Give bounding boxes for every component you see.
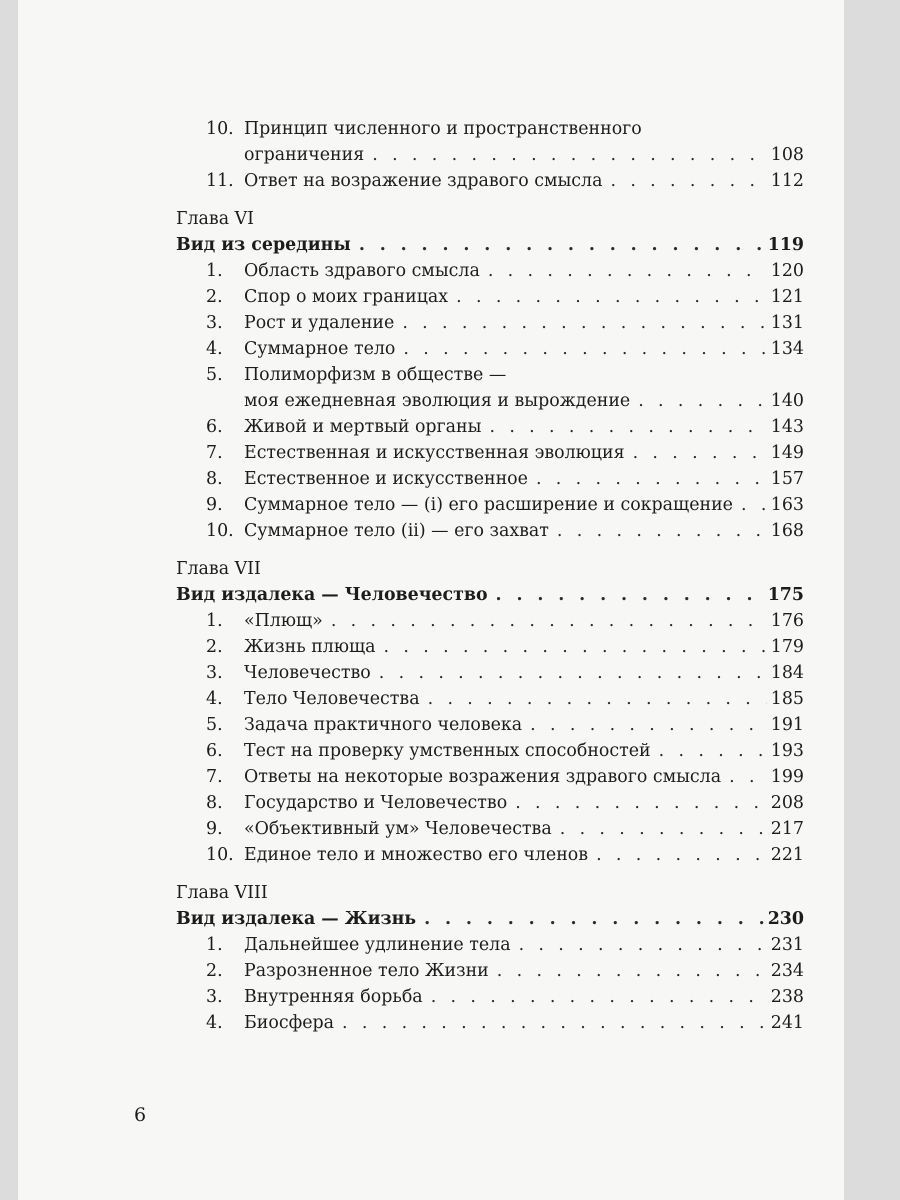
- leader-dots: [403, 336, 766, 362]
- toc-entry: [176, 958, 804, 984]
- chapter-heading: [176, 232, 804, 258]
- entry-page: 191: [770, 715, 804, 735]
- entry-number: 3.: [206, 663, 223, 683]
- entry-number: 1.: [206, 261, 223, 281]
- toc-entry: [176, 712, 804, 738]
- entry-number: 4.: [206, 689, 223, 709]
- entry-title: Дальнейшее удлинение тела: [244, 935, 511, 955]
- entry-title: ограничения: [244, 145, 365, 165]
- leader-dots: [402, 310, 766, 336]
- chapter-heading: [176, 906, 804, 932]
- leader-dots: [515, 790, 767, 816]
- entry-page: 241: [770, 1013, 804, 1033]
- leader-dots: [530, 712, 767, 738]
- entry-number: 10.: [206, 521, 234, 541]
- entry-title: Задача практичного человека: [244, 715, 523, 735]
- toc-entry: [176, 518, 804, 544]
- entry-title: Человечество: [244, 663, 371, 683]
- toc-entry: [176, 932, 804, 958]
- entry-page: 120: [770, 261, 804, 281]
- leader-dots: [659, 738, 767, 764]
- leader-dots: [638, 388, 767, 414]
- leader-dots: [497, 958, 767, 984]
- entry-page: 157: [770, 469, 804, 489]
- entry-title: «Объективный ум» Человечества: [244, 819, 552, 839]
- entry-page: 143: [770, 417, 804, 437]
- entry-number: 5.: [206, 715, 223, 735]
- entry-number: 6.: [206, 741, 223, 761]
- entry-title: Государство и Человечество: [244, 793, 508, 813]
- entry-page: 238: [770, 987, 804, 1007]
- leader-dots: [496, 582, 764, 608]
- entry-number: 6.: [206, 417, 223, 437]
- chapter-label: Глава VI: [176, 209, 255, 229]
- entry-page: 176: [770, 611, 804, 631]
- entry-title: Суммарное тело (ii) — его захват: [244, 521, 549, 541]
- toc-entry: [176, 790, 804, 816]
- leader-dots: [489, 414, 766, 440]
- entry-page: 184: [770, 663, 804, 683]
- leader-dots: [488, 258, 767, 284]
- leader-dots: [560, 816, 767, 842]
- leader-dots: [610, 168, 766, 194]
- entry-title: Принцип численного и пространственного: [244, 119, 642, 139]
- entry-number: 3.: [206, 987, 223, 1007]
- toc-entry: [176, 466, 804, 492]
- entry-number: 10.: [206, 119, 234, 139]
- entry-page: 193: [770, 741, 804, 761]
- entry-title: «Плющ»: [244, 611, 323, 631]
- entry-title: Ответы на некоторые возражения здравого смысла: [244, 767, 722, 787]
- entry-title: Рост и удаление: [244, 313, 395, 333]
- entry-page: 221: [770, 845, 804, 865]
- leader-dots: [729, 764, 767, 790]
- leader-dots: [519, 932, 767, 958]
- toc-entry: [176, 634, 804, 660]
- leader-dots: [431, 984, 767, 1010]
- entry-title: Тело Человечества: [244, 689, 420, 709]
- entry-title: Единое тело и множество его членов: [244, 845, 589, 865]
- table-of-contents: [176, 116, 804, 1036]
- chapter-title: Вид из середины: [176, 235, 351, 255]
- toc-entry: [176, 168, 804, 194]
- leader-dots: [359, 232, 764, 258]
- entry-title: моя ежедневная эволюция и вырождение: [244, 391, 631, 411]
- leader-dots: [456, 284, 767, 310]
- leader-dots: [536, 466, 767, 492]
- chapter-heading: [176, 582, 804, 608]
- chapter-title: Вид издалека — Человечество: [176, 585, 488, 605]
- toc-entry: [176, 258, 804, 284]
- entry-number: 8.: [206, 793, 223, 813]
- toc-entry: [176, 608, 804, 634]
- entry-number: 4.: [206, 1013, 223, 1033]
- leader-dots: [342, 1010, 767, 1036]
- entry-number: 8.: [206, 469, 223, 489]
- leader-dots: [596, 842, 767, 868]
- entry-number: 10.: [206, 845, 234, 865]
- entry-page: 121: [770, 287, 804, 307]
- chapter-label: Глава VII: [176, 559, 261, 579]
- toc-entry: [176, 984, 804, 1010]
- entry-title: Биосфера: [244, 1013, 334, 1033]
- entry-page: 179: [770, 637, 804, 657]
- entry-title: Область здравого смысла: [244, 261, 480, 281]
- entry-number: 7.: [206, 767, 223, 787]
- toc-entry: [176, 284, 804, 310]
- entry-page: 140: [770, 391, 804, 411]
- chapter-title: Вид издалека — Жизнь: [176, 909, 417, 929]
- entry-page: 231: [770, 935, 804, 955]
- entry-page: 131: [770, 313, 804, 333]
- entry-number: 7.: [206, 443, 223, 463]
- toc-entry: [176, 1010, 804, 1036]
- entry-number: 9.: [206, 819, 223, 839]
- entry-page: 149: [770, 443, 804, 463]
- entry-title: Живой и мертвый органы: [244, 417, 482, 437]
- entry-number: 9.: [206, 495, 223, 515]
- leader-dots: [633, 440, 767, 466]
- chapter-page: 230: [767, 909, 804, 929]
- leader-dots: [379, 660, 767, 686]
- toc-entry: [176, 764, 804, 790]
- entry-title: Суммарное тело — (i) его расширение и сокращение: [244, 495, 733, 515]
- entry-number: 5.: [206, 365, 223, 385]
- entry-page: 185: [770, 689, 804, 709]
- entry-page: 108: [770, 145, 804, 165]
- leader-dots: [557, 518, 767, 544]
- entry-title: Внутренняя борьба: [244, 987, 423, 1007]
- leader-dots: [372, 142, 767, 168]
- entry-title: Ответ на возражение здравого смысла: [244, 171, 603, 191]
- entry-number: 2.: [206, 287, 223, 307]
- toc-entry: [176, 336, 804, 362]
- toc-entry: [176, 816, 804, 842]
- entry-number: 2.: [206, 637, 223, 657]
- entry-page: 112: [770, 171, 804, 191]
- leader-dots: [428, 686, 767, 712]
- entry-title: Суммарное тело: [244, 339, 396, 359]
- entry-number: 4.: [206, 339, 223, 359]
- chapter-page: 119: [767, 235, 804, 255]
- chapter-label: Глава VIII: [176, 883, 268, 903]
- entry-page: 208: [770, 793, 804, 813]
- entry-page: 134: [770, 339, 804, 359]
- toc-entry: [176, 440, 804, 466]
- entry-number: 1.: [206, 611, 223, 631]
- leader-dots: [331, 608, 767, 634]
- entry-page: 163: [770, 495, 804, 515]
- entry-title: Спор о моих границах: [244, 287, 449, 307]
- entry-number: 3.: [206, 313, 223, 333]
- toc-entry: [176, 738, 804, 764]
- toc-entry: [176, 414, 804, 440]
- leader-dots: [424, 906, 764, 932]
- toc-entry: [176, 660, 804, 686]
- entry-title: Естественное и искусственное: [244, 469, 528, 489]
- entry-page: 199: [770, 767, 804, 787]
- entry-title: Разрозненное тело Жизни: [244, 961, 489, 981]
- toc-entry: [176, 686, 804, 712]
- chapter-page: 175: [767, 585, 804, 605]
- entry-title: Тест на проверку умственных способностей: [244, 741, 651, 761]
- toc-entry-continuation: [176, 388, 804, 414]
- toc-entry: [176, 310, 804, 336]
- entry-page: 217: [770, 819, 804, 839]
- toc-entry-continuation: [176, 142, 804, 168]
- leader-dots: [741, 492, 767, 518]
- page-number: 6: [134, 1104, 147, 1126]
- entry-number: 1.: [206, 935, 223, 955]
- entry-title: Жизнь плюща: [244, 637, 376, 657]
- toc-entry: [176, 842, 804, 868]
- toc-entry: [176, 492, 804, 518]
- entry-page: 234: [770, 961, 804, 981]
- toc-entry: [176, 362, 804, 388]
- entry-title: Естественная и искусственная эволюция: [244, 443, 625, 463]
- book-page: [18, 0, 844, 1200]
- leader-dots: [384, 634, 767, 660]
- entry-number: 2.: [206, 961, 223, 981]
- toc-entry: [176, 116, 804, 142]
- entry-number: 11.: [206, 171, 234, 191]
- entry-page: 168: [770, 521, 804, 541]
- entry-title: Полиморфизм в обществе —: [244, 365, 507, 385]
